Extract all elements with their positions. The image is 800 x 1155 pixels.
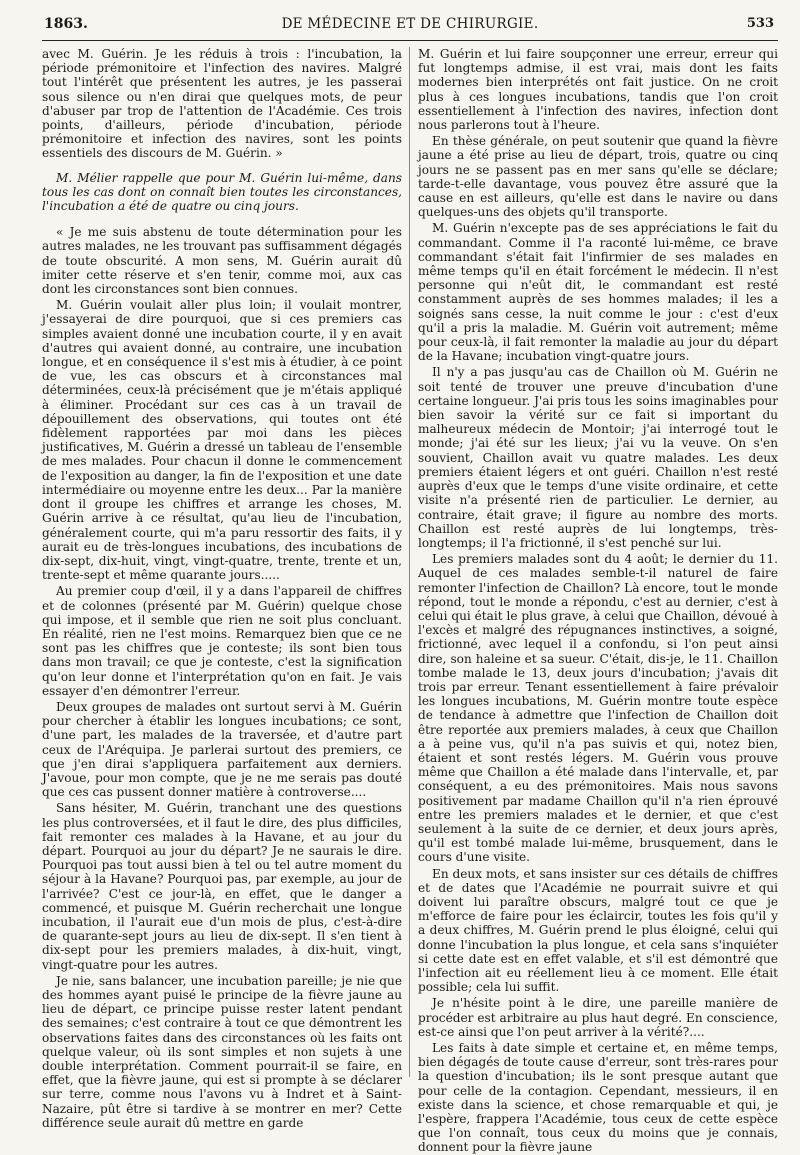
- paragraph: Sans hésiter, M. Guérin, tranchant une des questions les plus controversées, et il faut le dire, des plus difficiles, fait remonter ces malades à la Havane, et au jour du départ. Pourquoi au jour du départ? Je ne saurais le dire. Pourquoi pas tout aussi bien à tel ou tel autre moment du séjour à la Havane? Pourquoi pas, par exemple, au jour de l'arrivée? C'est ce jour-là, en effet, que le danger a commencé, et puisque M. Guérin recherchait une longue incubation, il l'aurait eue d'un mois de plus, c'est-à-dire de quarante-sept jours au lieu de dix-sept. Il s'en tient à dix-sept pour les premiers malades, à dix-huit, vingt, vingt-quatre pour les autres.: [42, 801, 402, 972]
- paragraph: Au premier coup d'œil, il y a dans l'appareil de chiffres et de colonnes (présenté par M. Guérin) quelque chose qui impose, et il semble que rien ne soit plus concluant. En réalité, rien ne l'est moins. Remarquez bien que ce ne sont pas les chiffres que je conteste; ils sont bien tous dans mon travail; ce que je conteste, c'est la signification qu'on leur donne et l'interprétation qu'on en fait. Je vais essayer d'en démontrer l'erreur.: [42, 584, 402, 698]
- paragraph: M. Guérin et lui faire soupçonner une erreur, erreur qui fut longtemps admise, il est vrai, mais dont les faits modernes bien interprétés ont fait justice. On ne croit plus à ces longues incubations, tandis que l'on croit essentiellement à l'infection des navires, infection dont nous parlerons tout à l'heure.: [418, 47, 778, 133]
- page-number: 533: [746, 16, 774, 31]
- paragraph: En thèse générale, on peut soutenir que quand la fièvre jaune a été prise au lieu de départ, trois, quatre ou cinq jours ne se passent pas en mer sans qu'elle se déclare; tarde-t-elle davantage, vous pouvez être assuré que la cause en est ailleurs, qu'elle est dans le navire ou dans quelques-uns des objets qu'il transporte.: [418, 134, 778, 220]
- paragraph: Deux groupes de malades ont surtout servi à M. Guérin pour chercher à établir les longues incubations; ce sont, d'une part, les malades de la traversée, et d'autre part ceux de l'Aréquipa. Je parlerai surtout des premiers, ce que j'en dirai s'appliquera parfaitement aux derniers. J'avoue, pour mon compte, que je ne me serais pas douté que ces cas pussent donner matière à controverse....: [42, 699, 402, 800]
- paragraph: M. Guérin voulait aller plus loin; il voulait montrer, j'essayerai de dire pourquoi, que si ces premiers cas simples avaient donné une incubation courte, il y en avait d'autres qui avaient donné, au contraire, une incubation longue, et en conséquence il s'est mis à étudier, à ce point de vue, les cas obscurs et à circonstances mal déterminées, ceux-là précisément que je m'étais appliqué à éliminer. Procédant sur ces cas à un travail de dépouillement des observations, qui toutes ont été fidèlement rapportées par moi dans les pièces justificatives, M. Guérin a dressé un tableau de l'ensemble de mes malades. Pour chacun il donne le commencement de l'exposition au danger, la fin de l'exposition et une date intermédiaire ou moyenne entre les deux... Par la manière dont il groupe les chiffres et arrange les choses, M. Guérin arrive à ce résultat, qu'au lieu de l'incubation, généralement courte, qui m'a paru ressortir des faits, il y aurait eu de très-longues incubations, des incubations de dix-sept, dix-huit, vingt, vingt-quatre, trente, trente et un, trente-sept et même quarante jours.....: [42, 298, 402, 583]
- header-title: DE MÉDECINE ET DE CHIRURGIE.: [281, 16, 539, 32]
- paragraph: Je nie, sans balancer, une incubation pareille; je nie que des hommes ayant puisé le principe de la fièvre jaune au lieu de départ, ce principe puisse rester latent pendant des semaines; c'est contraire à tout ce que démontrent les observations faites dans des circonstances où les faits ont quelque valeur, où ils sont simples et non sujets à une double interprétation. Comment pourrait-il se faire, en effet, que la fièvre jaune, qui est si prompte à se déclarer sur terre, comme nous l'avons vu à Indret et à Saint-Nazaire, pût être si tardive à se montrer en mer? Cette différence seule aurait dû mettre en garde: [42, 973, 402, 1130]
- paragraph-summary-note: M. Mélier rappelle que pour M. Guérin lui-même, dans tous les cas dont on connaît bien toutes les circonstances, l'incubation a été de quatre ou cinq jours.: [42, 170, 402, 214]
- left-column: [42, 47, 402, 1130]
- paragraph: « Je me suis abstenu de toute détermination pour les autres malades, ne les trouvant pas suffisamment dégagés de toute obscurité. A mon sens, M. Guérin aurait dû imiter cette réserve et s'en tenir, comme moi, aux cas dont les circonstances sont bien connues.: [42, 225, 402, 297]
- header-year: 1863.: [44, 16, 88, 32]
- paragraph: En deux mots, et sans insister sur ces détails de chiffres et de dates que l'Académie ne pourrait suivre et qui doivent lui paraître obscurs, malgré tout ce que je m'efforce de faire pour les éclaircir, toutes les fois qu'il y a deux chiffres, M. Guérin prend le plus éloigné, celui qui donne l'incubation la plus longue, et cela sans s'inquiéter si cette date est en effet valable, et s'il est démontré que l'infection ait eu réellement lieu à ce moment. Elle était possible; cela lui suffit.: [418, 866, 778, 995]
- paragraph: avec M. Guérin. Je les réduis à trois : l'incubation, la période prémonitoire et l'infection des navires. Malgré tout l'intérêt que présentent les autres, je les passerai sous silence ou n'en dirai que quelques mots, de peur d'abuser par trop de l'attention de l'Académie. Ces trois points, d'ailleurs, période d'incubation, période prémonitoire et infection des navires, sont les points essentiels des discours de M. Guérin. »: [42, 47, 402, 161]
- paragraph: Il n'y a pas jusqu'au cas de Chaillon où M. Guérin ne soit tenté de trouver une preuve d'incubation d'une certaine longueur. J'ai pris tous les soins imaginables pour bien savoir la vérité sur ce fait si important du malheureux médecin de Montoir; j'ai interrogé tout le monde; j'ai été sur les lieux; j'ai vu la veuve. On s'en souvient, Chaillon avait vu quatre malades. Les deux premiers étaient légers et ont guéri. Chaillon n'est resté auprès d'eux que le temps d'une visite ordinaire, et cette visite n'a présenté rien de particulier. Le dernier, au contraire, était grave; il figure au nombre des morts. Chaillon est resté auprès de lui longtemps, très-longtemps; il l'a frictionné, il s'est penché sur lui.: [418, 365, 778, 550]
- paragraph: Les premiers malades sont du 4 août; le dernier du 11. Auquel de ces malades semble-t-il naturel de faire remonter l'infection de Chaillon? Là encore, tout le monde répond, tout le monde a répondu, c'est au dernier, c'est à celui qui était le plus grave, à celui que Chaillon, dévoué à l'excès et malgré des répugnances instinctives, a soigné, frictionné, avec lequel il a confondu, si l'on peut ainsi dire, son haleine et sa sueur. C'était, dis-je, le 11. Chaillon tombe malade le 13, deux jours d'incubation; j'avais dit trois par erreur. Tenant essentiellement à faire prévaloir les longues incubations, M. Guérin montre toute espèce de tendance à admettre que l'infection de Chaillon doit être reportée aux premiers malades, à ceux que Chaillon a à peine vus, qu'il n'a pas suivis et qui, notez bien, étaient et sont restés légers. M. Guérin vous prouve même que Chaillon a été malade dans l'intervalle, et, par conséquent, a eu des prémonitoires. Mais nous savons positivement par madame Chaillon qu'il n'a rien éprouvé entre les premiers malades et le dernier, et que c'est seulement à la suite de ce dernier, et deux jours après, qu'il est tombé malade lui-même, brusquement, dans le cours d'une visite.: [418, 552, 778, 865]
- right-column: [418, 47, 778, 1155]
- paragraph: Les faits à date simple et certaine et, en même temps, bien dégagés de toute cause d'erreur, sont très-rares pour la question d'incubation; ils le sont presque autant que pour celle de la contagion. Cependant, messieurs, il en existe dans la science, et chose remarquable et qui, je l'espère, frappera l'Académie, tous ceux de cette espèce que l'on connaît, tous ceux du moins que je connais, donnent pour la fièvre jaune: [418, 1041, 778, 1155]
- running-header: [42, 12, 778, 41]
- paragraph: M. Guérin n'excepte pas de ses appréciations le fait du commandant. Comme il l'a raconté lui-même, ce brave commandant s'était fait l'infirmier de ses malades en même temps qu'il en était forcément le médecin. Il n'est personne qui n'eût dit, le commandant est resté constamment auprès de ses hommes malades; il les a soignés sans cesse, la nuit comme le jour : c'est d'eux qu'il a pris la maladie. M. Guérin voit autrement; même pour ceux-là, il fait remonter la maladie au jour du départ de la Havane; incubation vingt-quatre jours.: [418, 221, 778, 364]
- paragraph: Je n'hésite point à le dire, une pareille manière de procéder est arbitraire au plus haut degré. En conscience, est-ce ainsi que l'on peut arriver à la vérité?....: [418, 996, 778, 1039]
- text-columns: [42, 47, 778, 1155]
